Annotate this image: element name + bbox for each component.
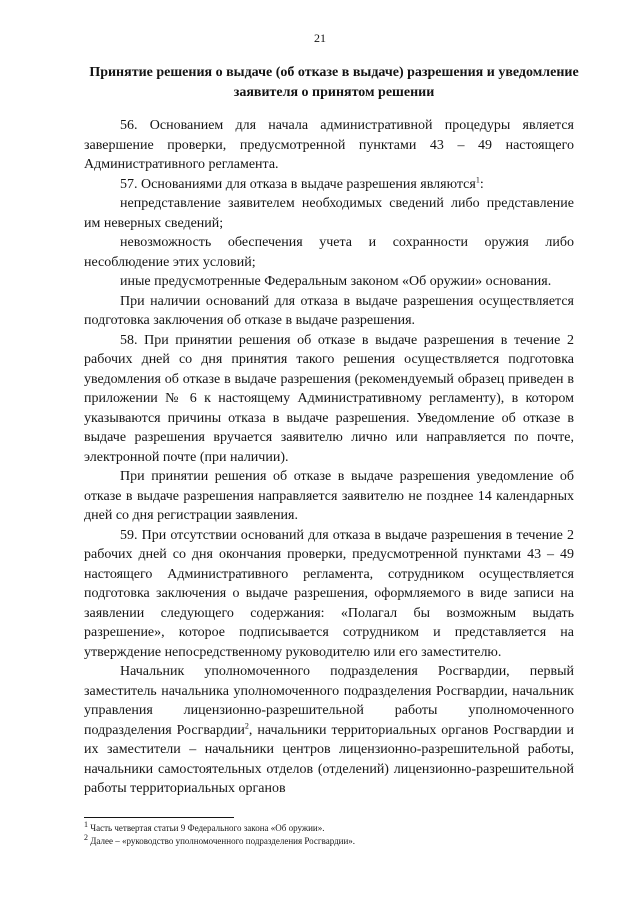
body-text bbox=[84, 116, 574, 799]
paragraph-approvers: Начальник уполномоченного подразделения Росгвардии, первый заместитель начальника уполномоченного подразделения Росгвардии, начальник управления лицензионно-разрешительной работы уполномоченного подразделения Росгвардии$^2$, начальники территориальных органов Росгвардии и их заместители – начальники центров лицензионно-разрешительной работы, начальники самостоятельных отделов (отделений) лицензионно-разрешительной работы территориальных органов bbox=[84, 664, 575, 796]
section-heading: Принятие решения о выдаче (об отказе в выдаче) разрешения и уведомление заявителя о принятом решении bbox=[89, 65, 579, 100]
refusal-ground-1: непредставление заявителем необходимых сведений либо представление им неверных сведений; bbox=[84, 196, 574, 231]
footnote-2: $^2$ Далее – «руководство уполномоченного подразделения Росгвардии». bbox=[84, 833, 356, 846]
footnote-1: $^1$ Часть четвертая статьи 9 Федерального закона «Об оружии». bbox=[84, 820, 325, 833]
paragraph-57: 57. Основаниями для отказа в выдаче разрешения являются$^1$: bbox=[120, 174, 484, 192]
paragraph-58: 58. При принятии решения об отказе в выдаче разрешения в течение 2 рабочих дней со дня принятия такого решения осуществляется подготовка уведомления об отказе в выдаче разрешения (рекомендуемый образец приведен в приложении № 6 к настоящему Административному регламенту), в котором указываются причины отказа в выдаче разрешения. Уведомление об отказе в выдаче разрешения вручается заявителю лично или направляется по почте, электронной почте (при наличии). bbox=[84, 332, 574, 465]
footnote-ref-1: 1 bbox=[475, 174, 480, 184]
refusal-ground-2: невозможность обеспечения учета и сохранности оружия либо несоблюдение этих условий; bbox=[84, 235, 574, 270]
paragraph-59: 59. При отсутствии оснований для отказа в выдаче разрешения в течение 2 рабочих дней со дня окончания проверки, предусмотренной пунктами 43 – 49 настоящего Административного регламента, сотрудником осуществляется подготовка заключения о выдаче разрешения, оформляемого в виде записи на заявлении следующего содержания: «Полагал бы возможным выдать разрешение», которое подписывается сотрудником и представляется на утверждение непосредственному руководителю или его заместителю. bbox=[84, 527, 574, 660]
page-number: 21 bbox=[314, 31, 326, 45]
paragraph-56: 56. Основанием для начала административной процедуры является завершение проверки, предусмотренной пунктами 43 – 49 настоящего Административного регламента. bbox=[84, 118, 574, 172]
footnote-separator bbox=[84, 817, 234, 818]
paragraph-refusal-conclusion: При наличии оснований для отказа в выдаче разрешения осуществляется подготовка заключения об отказе в выдаче разрешения. bbox=[84, 293, 574, 328]
refusal-ground-3: иные предусмотренные Федеральным законом «Об оружии» основания. bbox=[120, 274, 552, 289]
paragraph-refusal-deadline: При принятии решения об отказе в выдаче разрешения уведомление об отказе в выдаче разрешения направляется заявителю не позднее 14 календарных дней со дня регистрации заявления. bbox=[84, 469, 574, 523]
footnotes bbox=[84, 822, 584, 848]
footnote-ref-2: 2 bbox=[244, 720, 249, 730]
